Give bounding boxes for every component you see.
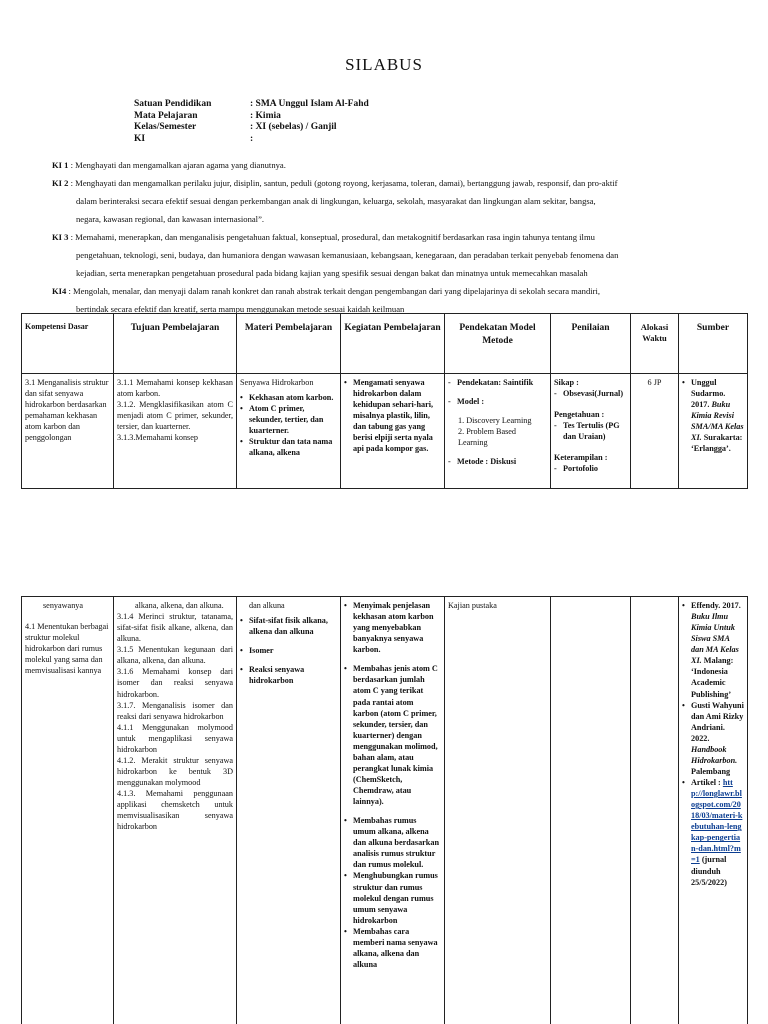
tujuan-item: 4.1.1 Menggunakan molymood untuk mengaplikasi senyawa hidrokarbon xyxy=(117,722,233,754)
penilaian-cell xyxy=(551,597,631,1024)
header-tujuan: Tujuan Pembelajaran xyxy=(114,314,237,374)
tujuan-item: 3.1.1 Memahami konsep kekhasan atom karbon. xyxy=(117,378,233,399)
identity-label: KI xyxy=(134,133,146,144)
kegiatan-item: • Membahas jenis atom C berdasarkan jumlah atom C yang terikat pada rantai atom karbon (atom C primer, sekunder, tersier, dan kuarterner) dengan menggunakan molimod, bahan alam, atau perangkat lunak kimia (ChemSketch, Chemdraw, atau lainnya). xyxy=(344,663,441,807)
page-gap xyxy=(0,520,768,592)
kd-text: 4.1 Menentukan berbagai struktur molekul hidrokarbon dari rumus molekul yang sama dan memvisualisasi kannya xyxy=(25,622,109,676)
sumber-cell xyxy=(679,597,748,1024)
identity-label: Mata Pelajaran xyxy=(134,110,198,121)
identity-row xyxy=(134,110,369,122)
kegiatan-item: • Membahas cara memberi nama senyawa alkana, alkena dan alkuna xyxy=(344,926,441,970)
identity-row xyxy=(134,98,369,110)
sumber-publisher: Surakarta: ‘Erlangga’. xyxy=(691,433,743,454)
materi-item: • Atom C primer, sekunder, tertier, dan kuarterner. xyxy=(240,403,337,436)
tujuan-cell xyxy=(114,374,237,489)
identity-value: : XI (sebelas) / Ganjil xyxy=(250,122,337,132)
tujuan-item: 3.1.4 Merinci struktur, tatanama, sifat-sifat fisik alkane, alkena, dan alkuna. xyxy=(117,612,233,644)
syllabus-table-continued xyxy=(21,596,748,1024)
materi-item: • Sifat-sifat fisik alkana, alkena dan alkuna xyxy=(240,615,337,637)
page-2 xyxy=(0,592,768,1024)
pengetahuan-item: - Tes Tertulis (PG dan Uraian) xyxy=(554,420,627,442)
ki3-text: : Memahami, menerapkan, dan menganalisis pengetahuan faktual, konseptual, prosedural, dan metakognitif berdasarkan rasa ingin tahunya tentang ilmu xyxy=(70,232,595,242)
tujuan-continued: alkana, alkena, dan alkuna. xyxy=(135,601,224,610)
ki4-cont: bertindak secara efektif dan kreatif, serta mampu menggunakan metode sesuai kaidah keilmuan xyxy=(76,304,405,314)
kd-continued: senyawanya xyxy=(43,601,84,610)
model-label: - Model : xyxy=(448,396,547,407)
tujuan-item: 3.1.2. Mengklasifikasikan atom C menjadi atom C primer, sekunder, tersier, dan kuarterner. xyxy=(117,400,233,432)
sumber-item xyxy=(682,377,744,454)
keterampilan-label: Keterampilan xyxy=(554,453,603,463)
ki3-cont: kejadian, serta menerapkan pengetahuan prosedural pada bidang kajian yang spesifik sesuai dengan bakat dan minatnya untuk memecahkan masalah xyxy=(76,268,588,278)
header-alokasi: Alokasi Waktu xyxy=(631,314,679,374)
materi-cell xyxy=(237,374,341,489)
penilaian-peng-label: Pengetahuan : xyxy=(554,410,605,420)
kd-cell xyxy=(22,597,114,1024)
pengetahuan-label: Pengetahuan xyxy=(554,410,600,420)
metode-item: - Metode : Diskusi xyxy=(448,456,547,467)
identity-value: : xyxy=(250,133,254,144)
identity-value: : SMA Unggul Islam Al-Fahd xyxy=(250,99,369,109)
header-kd: Kompetensi Dasar xyxy=(22,314,114,374)
ki4 xyxy=(52,282,718,300)
header-penilaian: Penilaian xyxy=(551,314,631,374)
sumber-item xyxy=(682,700,744,777)
kegiatan-cell xyxy=(341,374,445,489)
materi-cell xyxy=(237,597,341,1024)
keterampilan-item: - Portofolio xyxy=(554,463,627,474)
sumber-book: Buku Kimia Revisi SMA/MA Kelas XI. xyxy=(691,400,744,443)
ki3 xyxy=(52,228,718,246)
sumber-link[interactable]: http://longlawr.blogspot.com/2018/03/materi-kebutuhan-lengkap-pengertian-dan.html?m=1 xyxy=(691,778,743,865)
tujuan-item: 3.1.3.Memahami konsep xyxy=(117,433,198,443)
sumber-cell xyxy=(679,374,748,489)
ki2-text: : Menghayati dan mengamalkan perilaku jujur, disiplin, santun, peduli (gotong royong, kerjasama, toleran, damai), bertanggung jawab, responsif, dan pro-aktif xyxy=(70,178,618,188)
header-sumber: Sumber xyxy=(679,314,748,374)
tujuan-cell xyxy=(114,597,237,1024)
identity-block xyxy=(134,98,369,144)
sumber-item xyxy=(682,600,744,700)
ki-block xyxy=(52,156,718,318)
sumber-author: Unggul Sudarmo. 2017. xyxy=(691,378,726,410)
materi-item: • Isomer xyxy=(240,645,337,656)
pendekatan-cell: Kajian pustaka xyxy=(445,597,551,1024)
model-item: 1. Discovery Learning xyxy=(458,416,532,426)
sumber-note: (jurnal diunduh 25/5/2022) xyxy=(691,855,727,887)
sikap-item: - Obsevasi(Jurnal) xyxy=(554,388,627,399)
materi-item: • Kekhasan atom karbon. xyxy=(240,392,337,403)
ki1-text: : Menghayati dan mengamalkan ajaran agama yang dianutnya. xyxy=(70,160,286,170)
ki1 xyxy=(52,156,718,174)
identity-row xyxy=(134,133,369,145)
kegiatan-item: • Menghubungkan rumus struktur dan rumus molekul dengan rumus umum senyawa hidrokarbon xyxy=(344,870,441,925)
materi-continued: dan alkuna xyxy=(249,601,285,610)
sumber-book: Handbook Hidrokarbon. xyxy=(691,744,738,765)
sikap-label: Sikap xyxy=(554,378,575,387)
identity-value: : Kimia xyxy=(250,110,281,121)
ki2 xyxy=(52,174,718,192)
header-pendekatan: Pendekatan Model Metode xyxy=(445,314,551,374)
sumber-publisher: Palembang xyxy=(691,766,731,776)
ki2-cont: negara, kawasan regional, dan kawasan internasional”. xyxy=(76,214,265,224)
tujuan-item: 4.1.2. Merakit struktur senyawa hidrokarbon ke bentuk 3D menggunakan molymood xyxy=(117,755,233,787)
sumber-book: Buku Ilmu Kimia Untuk Siswa SMA dan MA Kelas XI. xyxy=(691,612,739,666)
kd-cell xyxy=(22,374,114,489)
ki3-cont: pengetahuan, teknologi, seni, budaya, dan humaniora dengan wawasan kemanusiaan, kebangsaan, kenegaraan, dan peradaban terkait penyebab fenomena dan xyxy=(76,250,619,260)
syllabus-table xyxy=(21,313,748,489)
materi-item: • Struktur dan tata nama alkana, alkena xyxy=(240,436,337,458)
ki4-text: : Mengolah, menalar, dan menyaji dalam ranah konkret dan ranah abstrak terkait dengan pengembangan dari yang dipelajarinya di sekolah secara mandiri, xyxy=(68,286,601,296)
sumber-article-label: Artikel : xyxy=(691,778,721,787)
alokasi-cell xyxy=(631,597,679,1024)
penilaian-ket-label: Keterampilan : xyxy=(554,453,608,463)
kegiatan-item: • Membahas rumus umum alkana, alkena dan alkuna berdasarkan analisis rumus struktur dan rumus molekul. xyxy=(344,815,441,870)
kd-text: 3.1 Menganalisis struktur dan sifat senyawa hidrokarbon berdasarkan pemahaman kekhasan atom karbon dan penggolongan xyxy=(25,378,109,443)
kegiatan-item: • Mengamati senyawa hidrokarbon dalam kehidupan sehari-hari, misalnya plastik, lilin, dan tabung gas yang berisi elpiji serta nyala api pada kompor gas. xyxy=(344,377,441,454)
pendekatan-item: - Pendekatan: Saintifik xyxy=(448,377,547,388)
materi-item: • Reaksi senyawa hidrokarbon xyxy=(240,664,337,686)
tujuan-item: 3.1.6 Memahami konsep dari isomer dan reaksi senyawa hidrokarbon. xyxy=(117,667,233,699)
tujuan-item: 3.1.5 Menentukan kegunaan dari alkana, alkena, dan alkuna. xyxy=(117,645,233,666)
ki2-cont: dalam berinteraksi secara efektif sesuai dengan perkembangan anak di lingkungan, keluarga, sekolah, masyarakat dan lingkungan alam sekitar, bangsa, xyxy=(76,196,596,206)
alokasi-cell: 6 JP xyxy=(631,374,679,489)
ki3-label: KI 3 xyxy=(52,232,69,242)
sumber-author: Gusti Wahyuni dan Ami Rizky Andriani. 2022. xyxy=(691,700,744,743)
penilaian-cell xyxy=(551,374,631,489)
tujuan-item: 4.1.3. Memahami penggunaan applikasi chemsketch untuk memvisualisasikan senyawa hidrokarbon xyxy=(117,789,233,832)
identity-row xyxy=(134,121,369,133)
sumber-author: Effendy. 2017. xyxy=(691,601,741,610)
sumber-publisher: Malang: ‘Indonesia Academic Publishing’ xyxy=(691,656,734,699)
kegiatan-cell xyxy=(341,597,445,1024)
penilaian-sikap-label: Sikap : xyxy=(554,378,579,387)
ki1-label: KI 1 xyxy=(52,160,69,170)
document-title: SILABUS xyxy=(345,55,423,74)
identity-label: Kelas/Semester xyxy=(134,122,197,132)
kegiatan-item: • Menyimak penjelasan kekhasan atom karbon yang menyebabkan banyaknya senyawa karbon. xyxy=(344,600,441,655)
ki4-label: KI4 xyxy=(52,286,67,296)
pendekatan-cell xyxy=(445,374,551,489)
materi-title: Senyawa Hidrokarbon xyxy=(240,378,314,387)
identity-label: Satuan Pendidikan xyxy=(134,99,212,109)
header-materi: Materi Pembelajaran xyxy=(237,314,341,374)
model-item: 2. Problem Based Learning xyxy=(458,427,516,448)
header-kegiatan: Kegiatan Pembelajaran xyxy=(341,314,445,374)
sumber-item xyxy=(682,777,744,888)
tujuan-item: 3.1.7. Menganalisis isomer dan reaksi dari senyawa hidrokarbon xyxy=(117,700,233,721)
ki2-label: KI 2 xyxy=(52,178,69,188)
